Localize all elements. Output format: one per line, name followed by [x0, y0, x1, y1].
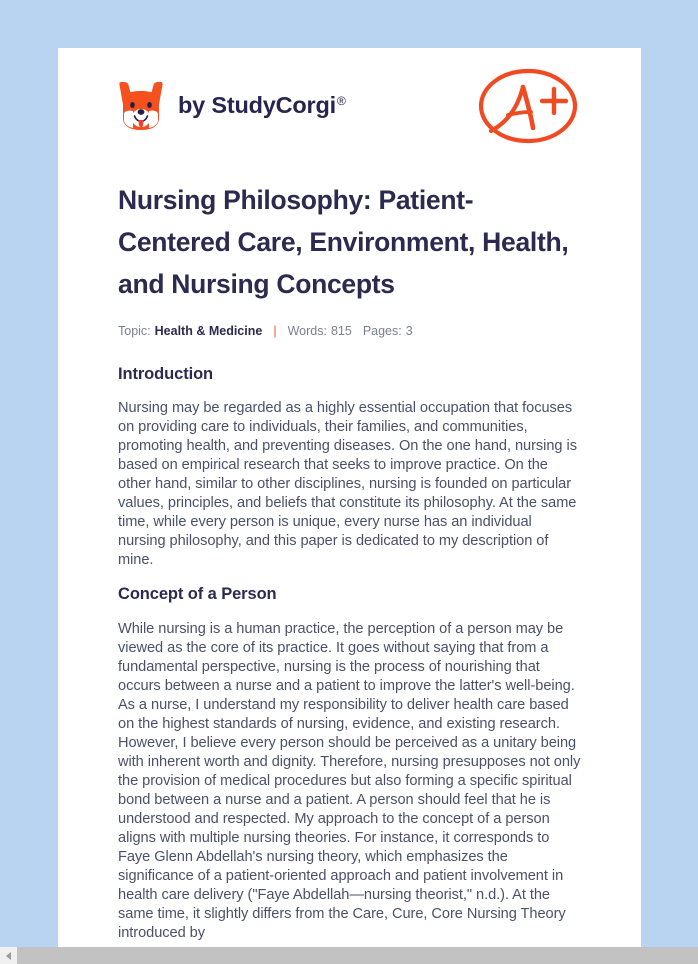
chevron-left-icon	[6, 952, 11, 960]
paragraph: While nursing is a human practice, the perception of a person may be viewed as the core of its practice. It goes without saying that from a fundamental perspective, nursing is the process of nourishing that occurs between a nurse and a patient to improve the latter's well-being. As a nurse, I understand my responsibility to deliver health care based on the highest standards of nursing, evidence, and existing research. However, I believe every person should be perceived as a unitary being with inherent worth and dignity. Therefore, nursing presupposes not only the provision of medical procedures but also forming a specific spiritual bond between a nurse and a patient. A person should feel that he is understood and respected. My approach to the concept of a person aligns with multiple nursing theories. For instance, it corresponds to Faye Glenn Abdellah's nursing theory, which emphasizes the significance of a patient-oriented approach and patient involvement in health care delivery ("Faye Abdellah—nursing theorist," n.d.). At the same time, it slightly differs from the Care, Cure, Core Nursing Theory introduced by	[118, 620, 581, 942]
words-value: 815	[330, 323, 352, 338]
section-introduction	[118, 364, 581, 571]
pages-label: Pages:	[362, 323, 402, 338]
horizontal-scrollbar[interactable]	[0, 947, 698, 964]
section-concept-of-a-person	[118, 584, 581, 943]
pages-value: 3	[405, 323, 413, 338]
scroll-left-button[interactable]	[0, 947, 17, 964]
document-page	[58, 48, 641, 953]
brand-name-text: by StudyCorgi	[178, 91, 336, 118]
brand-header	[58, 53, 641, 158]
page-title: Nursing Philosophy: Patient-Centered Care, Environment, Health, and Nursing Concepts	[118, 185, 569, 299]
article-body	[118, 364, 581, 944]
corgi-face-icon	[118, 80, 164, 132]
brand-logo-group[interactable]	[118, 80, 346, 132]
scrollbar-thumb[interactable]	[17, 947, 698, 964]
meta-separator: |	[273, 323, 277, 338]
registered-trademark-icon: ®	[337, 93, 346, 108]
a-plus-oval-icon	[476, 65, 581, 147]
topic-value: Health & Medicine	[154, 323, 263, 338]
paragraph: Nursing may be regarded as a highly essential occupation that focuses on providing care to individuals, their families, and communities, promoting health, and preventing diseases. On the one hand, nursing is based on empirical research that seeks to improve practice. On the other hand, similar to other disciplines, nursing is founded on particular values, principles, and beliefs that constitute its philosophy. At the same time, while every person is unique, every nurse has an individual nursing philosophy, and this paper is dedicated to my description of mine.	[118, 400, 577, 569]
section-heading: Concept of a Person	[118, 585, 277, 604]
words-label: Words:	[287, 323, 327, 338]
brand-wordmark	[178, 91, 346, 118]
topic-label: Topic:	[118, 323, 151, 338]
scrollbar-track[interactable]	[17, 947, 698, 964]
document-meta	[118, 324, 581, 338]
section-heading: Introduction	[118, 364, 214, 383]
